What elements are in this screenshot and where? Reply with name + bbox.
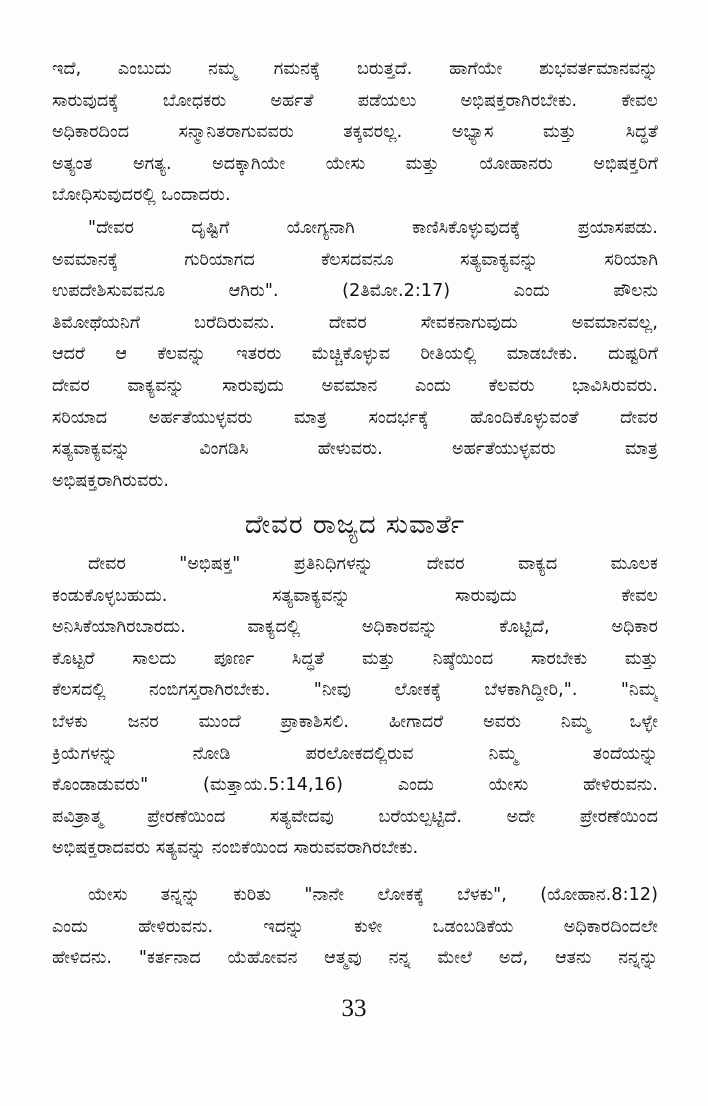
text-line: ಬೋಧಿಸುವುದರಲ್ಲಿ ಒಂದಾದರು. — [52, 185, 231, 206]
text-line: ಪವಿತ್ರಾತ್ಮ ಪ್ರೇರಣೆಯಿಂದ ಸತ್ಯವೇದವು ಬರೆಯಲ್ಪಟ್ಟಿದೆ. ಅದೇ ಪ್ರೇರಣೆಯಿಂದ — [52, 806, 658, 827]
text-line: ಉಪದೇಶಿಸುವವನೂ ಆಗಿರು". (2ತಿಮೋ.2:17) ಎಂದು ಪೌಲನು — [52, 281, 658, 302]
paragraph-1 — [52, 54, 658, 212]
text-line: ಇದೆ, ಎಂಬುದು ನಮ್ಮ ಗಮನಕ್ಕೆ ಬರುತ್ತದೆ. ಹಾಗೆಯೇ ಶುಭವರ್ತಮಾನವನ್ನು — [52, 59, 658, 79]
text-line: ಯೇಸು ತನ್ನನ್ನು ಕುರಿತು "ನಾನೇ ಲೋಕಕ್ಕೆ ಬೆಳಕು", (ಯೋಹಾನ.8:12) — [88, 885, 658, 905]
text-line: ತಿಮೋಥೆಯನಿಗೆ ಬರೆದಿರುವನು. ದೇವರ ಸೇವಕನಾಗುವುದು ಅವಮಾನವಲ್ಲ, — [52, 312, 658, 333]
text-line: ಅಭಿಷಕ್ತರಾದವರು ಸತ್ಯವನ್ನು ನಂಬಿಕೆಯಿಂದ ಸಾರುವವರಾಗಿರಬೇಕು. — [52, 838, 419, 859]
paragraph-4 — [52, 880, 658, 975]
paragraph-3 — [52, 549, 658, 865]
text-line: ಕೊಟ್ಟರೆ ಸಾಲದು ಪೂರ್ಣ ಸಿದ್ಧತೆ ಮತ್ತು ನಿಷ್ಠೆಯಿಂದ ಸಾರಬೇಕು ಮತ್ತು — [52, 648, 658, 669]
text-line: ಅನಿಸಿಕೆಯಾಗಿರಬಾರದು. ವಾಕ್ಯದಲ್ಲಿ ಅಧಿಕಾರವನ್ನು ಕೊಟ್ಟಿದೆ, ಅಧಿಕಾರ — [52, 617, 658, 638]
text-line: ಅಭಿಷಕ್ತರಾಗಿರುವರು. — [52, 470, 170, 491]
text-line: ದೇವರ "ಅಭಿಷಕ್ತ" ಪ್ರತಿನಿಧಿಗಳನ್ನು ದೇವರ ವಾಕ್ಯದ ಮೂಲಕ — [88, 554, 658, 574]
text-line: ಆದರೆ ಆ ಕೆಲವನ್ನು ಇತರರು ಮೆಚ್ಚಿಕೊಳ್ಳುವ ರೀತಿಯಲ್ಲಿ ಮಾಡಬೇಕು. ದುಷ್ಟರಿಗೆ — [52, 344, 658, 365]
page-number: 33 — [341, 995, 367, 1022]
section-heading: ದೇವರ ರಾಜ್ಯದ ಸುವಾರ್ತೆ — [244, 510, 466, 540]
text-line: ಎಂದು ಹೇಳಿರುವನು. ಇದನ್ನು ಕುಳೀ ಒಡಂಬಡಿಕೆಯ ಅಧಿಕಾರದಿಂದಲೇ — [52, 916, 658, 937]
text-line: ಬೆಳಕು ಜನರ ಮುಂದೆ ಪ್ರಾಕಾಶಿಸಲಿ. ಹೀಗಾದರೆ ಅವರು ನಿಮ್ಮ ಒಳ್ಳೇ — [52, 711, 658, 732]
text-line: ಅಧಿಕಾರದಿಂದ ಸನ್ಮಾನಿತರಾಗುವವರು ತಕ್ಕವರಲ್ಲ. ಅಭ್ಯಾಸ ಮತ್ತು ಸಿದ್ಧತೆ — [52, 122, 658, 143]
text-line: ಸಾರುವುದಕ್ಕೆ ಬೋಧಕರು ಅರ್ಹತೆ ಪಡೆಯಲು ಅಭಿಷಕ್ತರಾಗಿರಬೇಕು. ಕೇವಲ — [52, 90, 658, 111]
text-line: ಅತ್ಯಂತ ಅಗತ್ಯ. ಅದಕ್ಕಾಗಿಯೇ ಯೇಸು ಮತ್ತು ಯೋಹಾನರು ಅಭಿಷಕ್ತರಿಗೆ — [52, 153, 658, 174]
text-line: ಹೇಳಿದನು. "ಕರ್ತನಾದ ಯೆಹೋವನ ಆತ್ಮವು ನನ್ನ ಮೇಲೆ ಅದೆ, ಆತನು ನನ್ನನ್ನು — [52, 948, 658, 969]
text-line: ಕೆಲಸದಲ್ಲಿ ನಂಬಿಗಸ್ತರಾಗಿರಬೇಕು. "ನೀವು ಲೋಕಕ್ಕೆ ಬೆಳಕಾಗಿದ್ದೀರಿ,". "ನಿಮ್ಮ — [52, 680, 658, 701]
text-line: ಕಂಡುಕೊಳ್ಳಬಹುದು. ಸತ್ಯವಾಕ್ಯವನ್ನು ಸಾರುವುದು ಕೇವಲ — [52, 585, 658, 606]
text-line: ಸರಿಯಾದ ಅರ್ಹತೆಯುಳ್ಳವರು ಮಾತ್ರ ಸಂದರ್ಭಕ್ಕೆ ಹೊಂದಿಕೊಳ್ಳುವಂತೆ ದೇವರ — [52, 407, 658, 428]
text-line: "ದೇವರ ದೃಷ್ಟಿಗೆ ಯೋಗ್ಯನಾಗಿ ಕಾಣಿಸಿಕೊಳ್ಳುವುದಕ್ಕೆ ಪ್ರಯಾಸಪಡು. — [88, 218, 658, 238]
text-line: ಅವಮಾನಕ್ಕೆ ಗುರಿಯಾಗದ ಕೆಲಸದವನೂ ಸತ್ಯವಾಕ್ಯವನ್ನು ಸರಿಯಾಗಿ — [52, 249, 658, 270]
text-line: ಕೊಂಡಾಡುವರು" (ಮತ್ತಾಯ.5:14,16) ಎಂದು ಯೇಸು ಹೇಳಿರುವನು. — [52, 775, 658, 796]
text-line: ದೇವರ ವಾಕ್ಯವನ್ನು ಸಾರುವುದು ಅವಮಾನ ಎಂದು ಕೆಲವರು ಭಾವಿಸಿರುವರು. — [52, 375, 658, 396]
text-line: ಸತ್ಯವಾಕ್ಯವನ್ನು ವಿಂಗಡಿಸಿ ಹೇಳುವರು. ಅರ್ಹತೆಯುಳ್ಳವರು ಮಾತ್ರ — [52, 439, 658, 460]
paragraph-2 — [52, 213, 658, 497]
text-line: ಕ್ರಿಯೆಗಳನ್ನು ನೋಡಿ ಪರಲೋಕದಲ್ಲಿರುವ ನಿಮ್ಮ ತಂದೆಯನ್ನು — [52, 743, 658, 764]
